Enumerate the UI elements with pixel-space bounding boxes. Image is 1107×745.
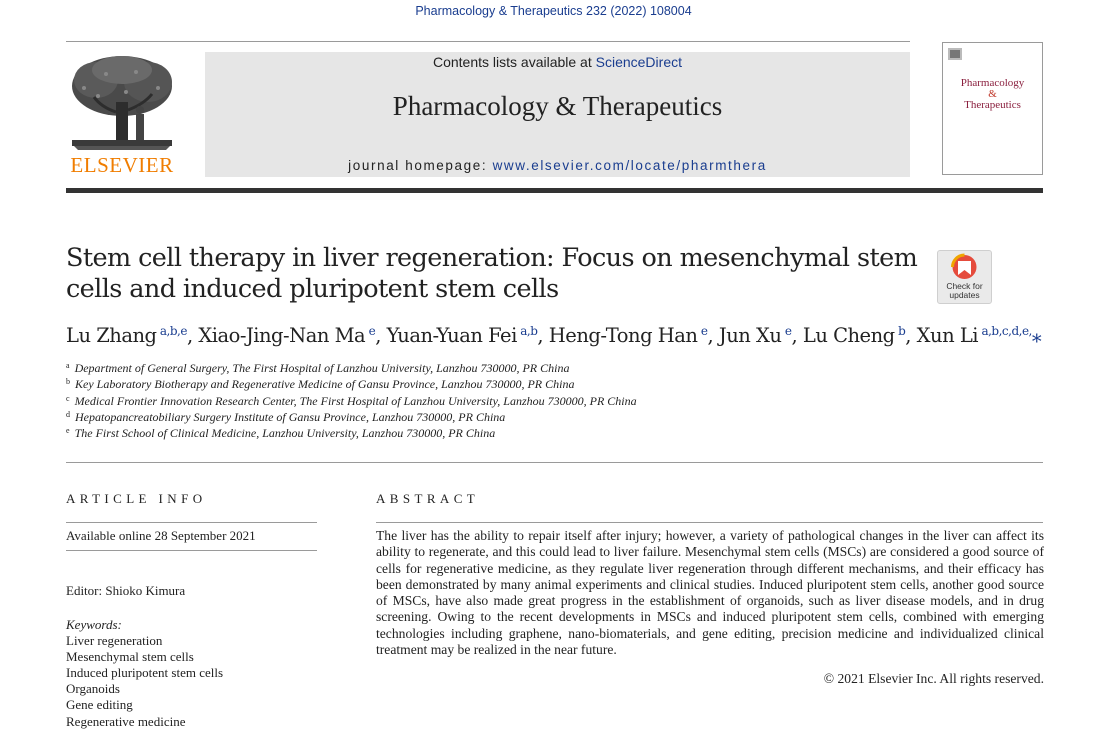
affiliation-text: Department of General Surgery, The First Hospital of Lanzhou University, Lanzhou 730000, PR China xyxy=(74,361,570,375)
keyword-item[interactable]: Mesenchymal stem cells xyxy=(66,649,194,664)
cover-title-line1: Pharmacology xyxy=(960,77,1025,89)
author-affiliation-marks[interactable]: a,b,c,d,e, xyxy=(981,324,1032,338)
author-affiliation-marks[interactable]: b xyxy=(898,324,906,338)
article-title: Stem cell therapy in liver regeneration: Focus on mesenchymal stem cells and induced pluripotent stem cells xyxy=(66,243,918,304)
corresponding-author-mark[interactable]: ⁎ xyxy=(1031,324,1042,347)
cover-title xyxy=(944,78,1041,111)
keyword-item[interactable]: Liver regeneration xyxy=(66,633,163,648)
contents-line xyxy=(205,54,910,70)
author-name[interactable]: Heng-Tong Han xyxy=(548,324,698,347)
affiliation-label: a xyxy=(66,361,70,370)
abstract-text: The liver has the ability to repair itself after injury; however, a variety of pathological changes in the liver can affect its ability to regenerate, and this could lead to liver failure. Mesenchymal stem cells (MSCs) are considered a good source of cells for regenerative medicine, as they regulate liver regeneration through different mechanisms, and their efficacy has been demonstrated by many animal experiments and clinical studies. Induced pluripotent stem cells, another good source of MSCs, have also made great progress in the establishment of organoids, such as liver disease models, and in drug screening. Owing to the recent developments in MSCs and induced pluripotent stem cells, combined with emerging technologies including graphene, nano-biomaterials, and gene editing, precision medicine and individualized clinical treatment may be realized in the near future. xyxy=(376,528,1044,658)
contents-prefix: Contents lists available at xyxy=(432,54,596,70)
affiliation-item xyxy=(66,426,495,441)
abstract-heading: ABSTRACT xyxy=(376,491,480,506)
journal-homepage-link[interactable]: www.elsevier.com/locate/pharmthera xyxy=(492,158,767,173)
author-name[interactable]: Jun Xu xyxy=(718,324,782,347)
keyword-item[interactable]: Organoids xyxy=(66,681,120,696)
cover-title-line3: Therapeutics xyxy=(964,99,1021,111)
homepage-prefix: journal homepage: xyxy=(348,158,493,173)
abstract-rule xyxy=(376,522,1043,523)
journal-homepage-line xyxy=(205,158,910,173)
author-name[interactable]: Yuan-Yuan Fei xyxy=(386,324,517,347)
abstract-body xyxy=(376,528,1044,658)
cover-title-line2: & xyxy=(988,88,997,100)
author-affiliation-marks[interactable]: e xyxy=(784,324,792,338)
affiliation-label: d xyxy=(66,410,70,419)
check-updates-icon xyxy=(938,251,991,283)
affiliation-label: c xyxy=(66,394,70,403)
author-name[interactable]: Xiao-Jing-Nan Ma xyxy=(198,324,366,347)
elsevier-wordmark: ELSEVIER xyxy=(70,153,174,177)
keyword-item[interactable]: Gene editing xyxy=(66,697,133,712)
article-info-rule xyxy=(66,522,317,523)
journal-citation[interactable]: Pharmacology & Therapeutics 232 (2022) 108004 xyxy=(415,4,692,18)
header-thick-rule xyxy=(66,188,1043,193)
author-affiliation-marks[interactable]: e xyxy=(368,324,376,338)
affiliation-text: The First School of Clinical Medicine, Lanzhou University, Lanzhou 730000, PR China xyxy=(74,426,496,440)
author-list: Lu Zhang $^{a,b,e}$, Xiao-Jing-Nan Ma $^e$, Yuan-Yuan Fei $^{a,b}$, Heng-Tong Han $^e$, Jun Xu $^e$, Lu Cheng $^b$, Xun Li $^{a,b,c,d,e,}$⁎ xyxy=(66,324,1042,347)
affiliation-item xyxy=(66,410,505,425)
cover-publisher-icon xyxy=(948,48,962,60)
available-online-date: Available online 28 September 2021 xyxy=(66,528,256,543)
keyword-item[interactable]: Regenerative medicine xyxy=(66,714,186,729)
journal-name: Pharmacology & Therapeutics xyxy=(392,91,723,121)
author-affiliation-marks[interactable]: a,b xyxy=(520,324,538,338)
affiliation-label: e xyxy=(66,426,70,435)
affiliation-text: Hepatopancreatobiliary Surgery Institute of Gansu Province, Lanzhou 730000, PR China xyxy=(75,410,506,424)
affiliation-text: Medical Frontier Innovation Research Center, The First Hospital of Lanzhou University, Lanzhou 730000, PR China xyxy=(74,394,637,408)
affiliation-item xyxy=(66,394,637,409)
editor-line: Editor: Shioko Kimura xyxy=(66,583,186,598)
check-updates-label: Check for updates xyxy=(946,281,983,300)
copyright-notice: © 2021 Elsevier Inc. All rights reserved. xyxy=(823,671,1044,686)
sciencedirect-link[interactable]: ScienceDirect xyxy=(595,54,682,70)
author-name[interactable]: Xun Li xyxy=(916,324,979,347)
affiliation-text: Key Laboratory Biotherapy and Regenerative Medicine of Gansu Province, Lanzhou 730000, PR China xyxy=(75,377,575,391)
article-info-rule xyxy=(66,550,317,551)
author-name[interactable]: Lu Cheng xyxy=(802,324,895,347)
affiliation-item xyxy=(66,361,569,376)
affiliation-item xyxy=(66,377,574,392)
keywords-label: Keywords: xyxy=(66,617,122,632)
author-affiliation-marks[interactable]: a,b,e xyxy=(159,324,187,338)
affiliation-label: b xyxy=(66,377,70,386)
keyword-item[interactable]: Induced pluripotent stem cells xyxy=(66,665,224,680)
section-divider-rule xyxy=(66,462,1043,463)
article-info-heading: ARTICLE INFO xyxy=(66,491,207,506)
header-top-rule xyxy=(66,41,910,42)
author-affiliation-marks[interactable]: e xyxy=(700,324,708,338)
author-name[interactable]: Lu Zhang xyxy=(66,324,157,347)
